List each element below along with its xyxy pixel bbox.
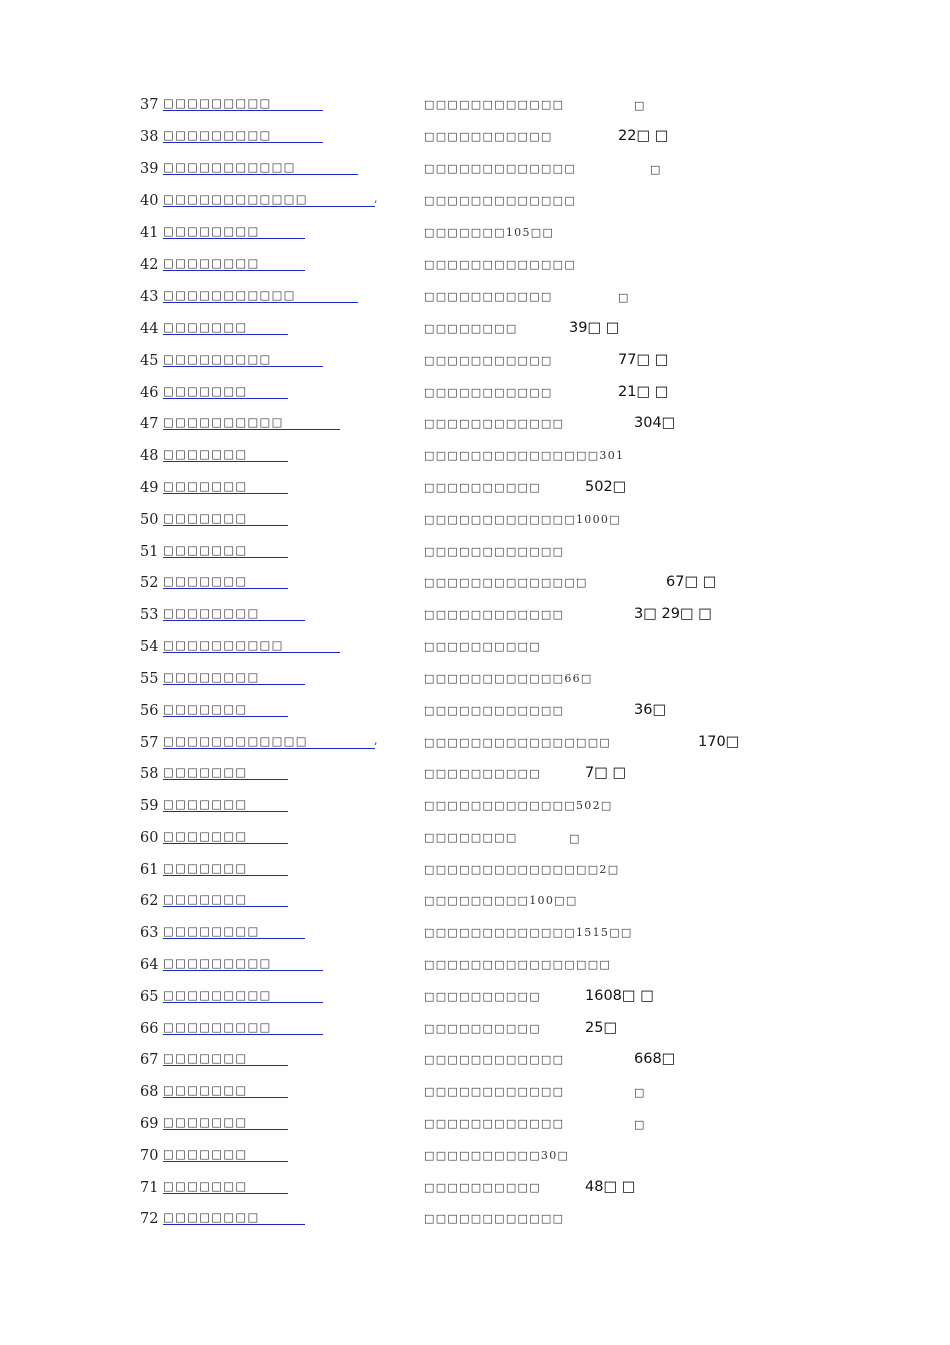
item-link[interactable]: □□□□□□□ <box>163 319 288 335</box>
item-link[interactable]: □□□□□□□□□ <box>163 127 323 143</box>
list-item <box>140 764 920 784</box>
item-value: 39□ □ <box>569 320 620 336</box>
item-value: 77□ □ <box>618 352 669 368</box>
item-number: 54 <box>140 639 159 655</box>
item-description: □□□□□□□□□□□□ <box>424 1117 565 1130</box>
list-item <box>140 414 920 434</box>
item-number: 72 <box>140 1211 159 1227</box>
item-description: □□□□□□□□□□ <box>424 481 541 494</box>
item-number: 42 <box>140 257 159 273</box>
item-description: □□□□□□□□□□□ <box>424 130 553 143</box>
list-item <box>140 1209 920 1229</box>
item-number: 50 <box>140 512 159 528</box>
item-number: 70 <box>140 1148 159 1164</box>
item-value: 36□ <box>634 702 667 718</box>
item-link[interactable]: □□□□□□□ <box>163 383 288 399</box>
item-value: □ <box>634 1118 646 1131</box>
list-item <box>140 478 920 498</box>
link-comma: , <box>374 192 378 205</box>
item-value: 304□ <box>634 415 676 431</box>
list-item <box>140 383 920 403</box>
item-description: □□□□□□□□ <box>424 322 518 335</box>
item-link[interactable]: □□□□□□□□ <box>163 1209 305 1225</box>
item-value: 48□ □ <box>585 1179 636 1195</box>
item-link[interactable]: □□□□□□□ <box>163 1146 288 1162</box>
item-value: 67□ □ <box>666 574 717 590</box>
list-item <box>140 796 920 816</box>
list-item <box>140 287 920 307</box>
item-description: □□□□□□□□ <box>424 831 518 844</box>
list-item <box>140 637 920 657</box>
list-item <box>140 95 920 115</box>
list-item <box>140 223 920 243</box>
item-link[interactable]: □□□□□□□ <box>163 891 288 907</box>
list-item <box>140 605 920 625</box>
list-item <box>140 542 920 562</box>
item-description: □□□□□□□□□□ <box>424 990 541 1003</box>
item-description: □□□□□□□□□□□□ <box>424 417 565 430</box>
item-value: 170□ <box>698 734 740 750</box>
item-number: 40 <box>140 193 159 209</box>
item-link[interactable]: □□□□□□□□□ <box>163 987 323 1003</box>
list-item <box>140 1146 920 1166</box>
list-item <box>140 159 920 179</box>
item-number: 65 <box>140 989 159 1005</box>
item-value: 7□ □ <box>585 765 627 781</box>
item-number: 61 <box>140 862 159 878</box>
item-link[interactable]: □□□□□□□□□ <box>163 95 323 111</box>
item-description: □□□□□□□□□□ <box>424 767 541 780</box>
item-link[interactable]: □□□□□□□□ <box>163 669 305 685</box>
item-description: □□□□□□□□□□□□□1000□ <box>424 513 621 526</box>
item-number: 47 <box>140 416 159 432</box>
list-item <box>140 191 920 211</box>
item-value: 25□ <box>585 1020 618 1036</box>
list-item <box>140 860 920 880</box>
item-link[interactable]: □□□□□□□□□ <box>163 1019 323 1035</box>
item-number: 53 <box>140 607 159 623</box>
item-link[interactable]: □□□□□□□□ <box>163 255 305 271</box>
item-number: 59 <box>140 798 159 814</box>
item-link[interactable]: □□□□□□□ <box>163 828 288 844</box>
item-description: □□□□□□□□□100□□ <box>424 894 578 907</box>
item-link[interactable]: □□□□□□□□□□□□ <box>163 733 375 749</box>
item-value: □ <box>618 291 630 304</box>
item-link[interactable]: □□□□□□□ <box>163 796 288 812</box>
item-number: 41 <box>140 225 159 241</box>
item-value: 3□ 29□ □ <box>634 606 712 622</box>
item-description: □□□□□□□□□□□□ <box>424 608 565 621</box>
item-description: □□□□□□□□□□□□66□ <box>424 672 593 685</box>
item-number: 62 <box>140 893 159 909</box>
item-value: □ <box>650 163 662 176</box>
item-link[interactable]: □□□□□□□ <box>163 1050 288 1066</box>
item-link[interactable]: □□□□□□□□ <box>163 605 305 621</box>
item-number: 64 <box>140 957 159 973</box>
item-description: □□□□□□□□□□30□ <box>424 1149 570 1162</box>
item-link[interactable]: □□□□□□□□□□ <box>163 414 340 430</box>
item-link[interactable]: □□□□□□□□□□ <box>163 637 340 653</box>
item-number: 55 <box>140 671 159 687</box>
item-link[interactable]: □□□□□□□□ <box>163 923 305 939</box>
item-description: □□□□□□□□□□□□ <box>424 98 565 111</box>
item-link[interactable]: □□□□□□□□□ <box>163 351 323 367</box>
item-description: □□□□□□□□□□□□□□□2□ <box>424 863 620 876</box>
item-link[interactable]: □□□□□□□ <box>163 510 288 526</box>
item-link[interactable]: □□□□□□□ <box>163 860 288 876</box>
item-number: 39 <box>140 161 159 177</box>
item-link[interactable]: □□□□□□□ <box>163 764 288 780</box>
item-value: 1608□ □ <box>585 988 654 1004</box>
item-link[interactable]: □□□□□□□□□ <box>163 955 323 971</box>
list-item <box>140 987 920 1007</box>
item-number: 68 <box>140 1084 159 1100</box>
item-description: □□□□□□□□□□□□□ <box>424 258 577 271</box>
list-item <box>140 955 920 975</box>
item-description: □□□□□□□□□□□□□□□301 <box>424 449 625 462</box>
item-number: 57 <box>140 735 159 751</box>
item-description: □□□□□□□□□□□□□□□□ <box>424 736 612 749</box>
item-number: 60 <box>140 830 159 846</box>
item-value: 502□ <box>585 479 627 495</box>
list-item <box>140 828 920 848</box>
list-item <box>140 1178 920 1198</box>
item-value: □ <box>569 832 581 845</box>
item-value: □ <box>634 1086 646 1099</box>
list-item <box>140 733 920 753</box>
item-description: □□□□□□□□□□□ <box>424 386 553 399</box>
list-item <box>140 1019 920 1039</box>
item-link[interactable]: □□□□□□□ <box>163 1082 288 1098</box>
item-description: □□□□□□□□□□□□□ <box>424 162 577 175</box>
item-number: 63 <box>140 925 159 941</box>
list-item <box>140 351 920 371</box>
item-number: 45 <box>140 353 159 369</box>
item-description: □□□□□□□□□□□□□ <box>424 194 577 207</box>
item-link[interactable]: □□□□□□□ <box>163 1114 288 1130</box>
item-description: □□□□□□□□□□□□ <box>424 1085 565 1098</box>
list-item <box>140 255 920 275</box>
item-number: 46 <box>140 385 159 401</box>
item-link[interactable]: □□□□□□□ <box>163 701 288 717</box>
item-number: 71 <box>140 1180 159 1196</box>
list-item <box>140 923 920 943</box>
item-link[interactable]: □□□□□□□ <box>163 1178 288 1194</box>
item-description: □□□□□□□□□□□□□1515□□ <box>424 926 633 939</box>
item-description: □□□□□□□□□□ <box>424 1022 541 1035</box>
item-link[interactable]: □□□□□□□□□□□ <box>163 159 358 175</box>
list-item <box>140 573 920 593</box>
item-description: □□□□□□□105□□ <box>424 226 555 239</box>
item-number: 69 <box>140 1116 159 1132</box>
item-description: □□□□□□□□□□□ <box>424 354 553 367</box>
item-number: 67 <box>140 1052 159 1068</box>
item-number: 66 <box>140 1021 159 1037</box>
item-link[interactable]: □□□□□□□ <box>163 478 288 494</box>
item-number: 37 <box>140 97 159 113</box>
item-link[interactable]: □□□□□□□□ <box>163 223 305 239</box>
item-value: 21□ □ <box>618 384 669 400</box>
item-number: 52 <box>140 575 159 591</box>
item-number: 48 <box>140 448 159 464</box>
item-description: □□□□□□□□□□ <box>424 1181 541 1194</box>
item-description: □□□□□□□□□□□□□502□ <box>424 799 613 812</box>
item-number: 51 <box>140 544 159 560</box>
item-number: 38 <box>140 129 159 145</box>
item-description: □□□□□□□□□□□□ <box>424 704 565 717</box>
item-link[interactable]: □□□□□□□ <box>163 573 288 589</box>
item-number: 56 <box>140 703 159 719</box>
item-value: 22□ □ <box>618 128 669 144</box>
item-description: □□□□□□□□□□□□ <box>424 1212 565 1225</box>
item-description: □□□□□□□□□□□ <box>424 290 553 303</box>
list-item <box>140 1082 920 1102</box>
item-link[interactable]: □□□□□□□ <box>163 542 288 558</box>
list-item <box>140 669 920 689</box>
item-link[interactable]: □□□□□□□□□□□ <box>163 287 358 303</box>
item-number: 58 <box>140 766 159 782</box>
item-value: □ <box>634 99 646 112</box>
list-item <box>140 319 920 339</box>
item-link[interactable]: □□□□□□□□□□□□ <box>163 191 375 207</box>
list-item <box>140 1050 920 1070</box>
list-item <box>140 1114 920 1134</box>
item-link[interactable]: □□□□□□□ <box>163 446 288 462</box>
item-description: □□□□□□□□□□ <box>424 640 541 653</box>
item-number: 43 <box>140 289 159 305</box>
item-number: 49 <box>140 480 159 496</box>
list-item <box>140 701 920 721</box>
list-item <box>140 891 920 911</box>
item-description: □□□□□□□□□□□□ <box>424 1053 565 1066</box>
link-comma: , <box>374 734 378 747</box>
item-number: 44 <box>140 321 159 337</box>
item-description: □□□□□□□□□□□□□□ <box>424 576 588 589</box>
item-description: □□□□□□□□□□□□□□□□ <box>424 958 612 971</box>
item-description: □□□□□□□□□□□□ <box>424 545 565 558</box>
list-item <box>140 127 920 147</box>
item-value: 668□ <box>634 1051 676 1067</box>
list-item <box>140 510 920 530</box>
list-item <box>140 446 920 466</box>
